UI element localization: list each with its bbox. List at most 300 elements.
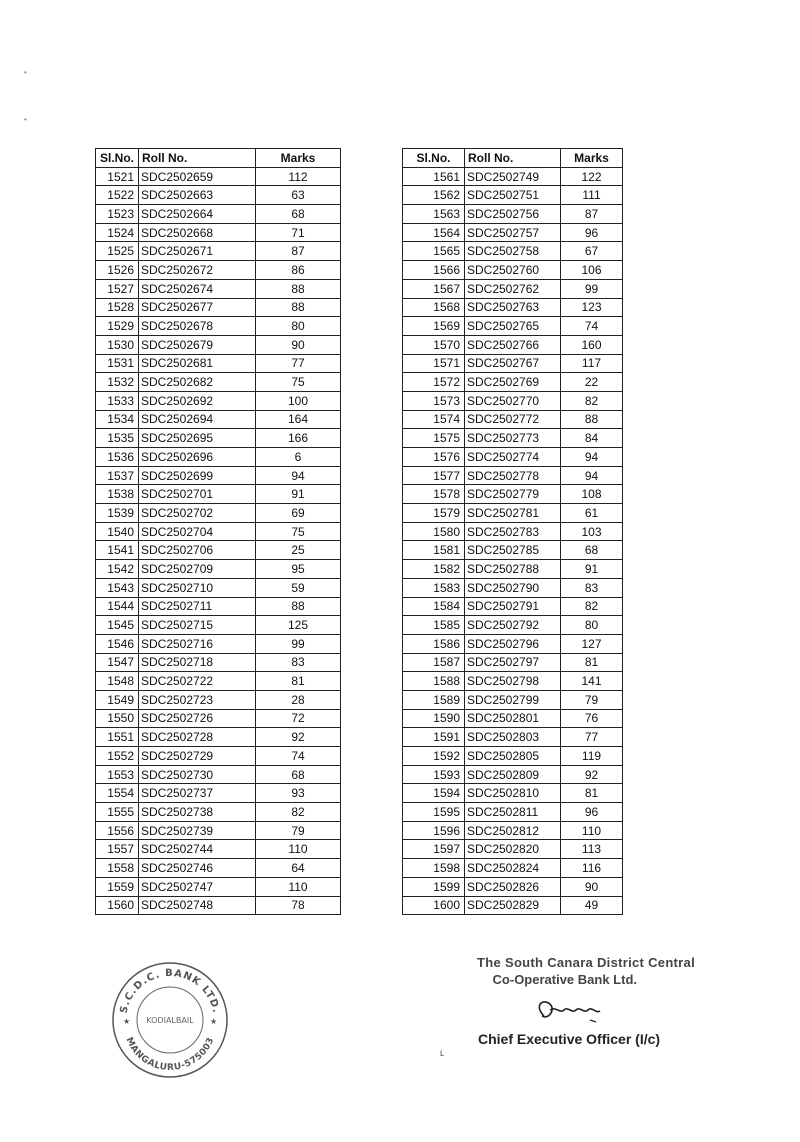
sl-no-cell: 1599 <box>403 877 465 896</box>
marks-cell: 96 <box>561 803 623 822</box>
header-marks: Marks <box>256 149 341 168</box>
table-row <box>96 578 341 597</box>
marks-cell: 127 <box>561 634 623 653</box>
table-row <box>96 747 341 766</box>
seal-bottom-text: MANGALURU-575003 <box>123 1035 217 1074</box>
marks-table-right <box>402 148 623 915</box>
roll-no-cell: SDC2502774 <box>465 448 561 467</box>
marks-cell: 88 <box>256 298 341 317</box>
table-row <box>96 317 341 336</box>
bank-name-line1: The South Canara District Central <box>477 955 695 970</box>
sl-no-cell: 1596 <box>403 821 465 840</box>
roll-no-cell: SDC2502671 <box>139 242 256 261</box>
marks-cell: 90 <box>256 335 341 354</box>
sl-no-cell: 1560 <box>96 896 139 915</box>
marks-cell: 106 <box>561 261 623 280</box>
sl-no-cell: 1585 <box>403 616 465 635</box>
table-row <box>403 223 623 242</box>
table-row <box>403 690 623 709</box>
marks-cell: 116 <box>561 859 623 878</box>
marks-cell: 110 <box>561 821 623 840</box>
marks-cell: 80 <box>256 317 341 336</box>
marks-cell: 90 <box>561 877 623 896</box>
table-row <box>403 803 623 822</box>
marks-cell: 59 <box>256 578 341 597</box>
roll-no-cell: SDC2502812 <box>465 821 561 840</box>
table-row <box>403 466 623 485</box>
table-header-row <box>96 149 341 168</box>
marks-cell: 82 <box>256 803 341 822</box>
marks-cell: 71 <box>256 223 341 242</box>
seal-center-text: KODIALBAIL <box>146 1016 194 1025</box>
table-row <box>96 298 341 317</box>
marks-cell: 68 <box>256 205 341 224</box>
sl-no-cell: 1526 <box>96 261 139 280</box>
table-row <box>96 429 341 448</box>
marks-cell: 123 <box>561 298 623 317</box>
sl-no-cell: 1537 <box>96 466 139 485</box>
table-row <box>96 859 341 878</box>
marks-cell: 113 <box>561 840 623 859</box>
roll-no-cell: SDC2502760 <box>465 261 561 280</box>
marks-cell: 74 <box>561 317 623 336</box>
table-row <box>96 803 341 822</box>
roll-no-cell: SDC2502829 <box>465 896 561 915</box>
table-row <box>403 448 623 467</box>
roll-no-cell: SDC2502746 <box>139 859 256 878</box>
sl-no-cell: 1577 <box>403 466 465 485</box>
marks-cell: 64 <box>256 859 341 878</box>
marks-cell: 22 <box>561 373 623 392</box>
table-row <box>403 485 623 504</box>
marks-cell: 78 <box>256 896 341 915</box>
sl-no-cell: 1581 <box>403 541 465 560</box>
sl-no-cell: 1586 <box>403 634 465 653</box>
marks-cell: 82 <box>561 597 623 616</box>
sl-no-cell: 1529 <box>96 317 139 336</box>
table-row <box>403 373 623 392</box>
roll-no-cell: SDC2502792 <box>465 616 561 635</box>
roll-no-cell: SDC2502726 <box>139 709 256 728</box>
sl-no-cell: 1531 <box>96 354 139 373</box>
table-row <box>96 410 341 429</box>
roll-no-cell: SDC2502763 <box>465 298 561 317</box>
roll-no-cell: SDC2502692 <box>139 391 256 410</box>
marks-cell: 93 <box>256 784 341 803</box>
table-row <box>403 279 623 298</box>
sl-no-cell: 1597 <box>403 840 465 859</box>
sl-no-cell: 1532 <box>96 373 139 392</box>
scan-dot: • <box>24 115 27 124</box>
roll-no-cell: SDC2502767 <box>465 354 561 373</box>
roll-no-cell: SDC2502799 <box>465 690 561 709</box>
sl-no-cell: 1591 <box>403 728 465 747</box>
bank-name-stamp <box>455 955 695 987</box>
table-row <box>96 448 341 467</box>
marks-cell: 95 <box>256 560 341 579</box>
table-row <box>403 653 623 672</box>
roll-no-cell: SDC2502677 <box>139 298 256 317</box>
marks-cell: 77 <box>256 354 341 373</box>
roll-no-cell: SDC2502785 <box>465 541 561 560</box>
table-row <box>96 186 341 205</box>
roll-no-cell: SDC2502695 <box>139 429 256 448</box>
roll-no-cell: SDC2502797 <box>465 653 561 672</box>
marks-cell: 94 <box>561 466 623 485</box>
marks-cell: 94 <box>256 466 341 485</box>
table-row <box>403 616 623 635</box>
roll-no-cell: SDC2502728 <box>139 728 256 747</box>
marks-cell: 99 <box>561 279 623 298</box>
roll-no-cell: SDC2502805 <box>465 747 561 766</box>
roll-no-cell: SDC2502710 <box>139 578 256 597</box>
table-row <box>403 205 623 224</box>
header-sl-no: Sl.No. <box>403 149 465 168</box>
sl-no-cell: 1574 <box>403 410 465 429</box>
roll-no-cell: SDC2502664 <box>139 205 256 224</box>
roll-no-cell: SDC2502781 <box>465 504 561 523</box>
marks-cell: 117 <box>561 354 623 373</box>
sl-no-cell: 1547 <box>96 653 139 672</box>
sl-no-cell: 1598 <box>403 859 465 878</box>
marks-cell: 103 <box>561 522 623 541</box>
sl-no-cell: 1576 <box>403 448 465 467</box>
roll-no-cell: SDC2502702 <box>139 504 256 523</box>
roll-no-cell: SDC2502756 <box>465 205 561 224</box>
roll-no-cell: SDC2502723 <box>139 690 256 709</box>
roll-no-cell: SDC2502678 <box>139 317 256 336</box>
sl-no-cell: 1553 <box>96 765 139 784</box>
sl-no-cell: 1592 <box>403 747 465 766</box>
sl-no-cell: 1594 <box>403 784 465 803</box>
roll-no-cell: SDC2502709 <box>139 560 256 579</box>
table-row <box>96 690 341 709</box>
sl-no-cell: 1571 <box>403 354 465 373</box>
table-row <box>96 765 341 784</box>
sl-no-cell: 1523 <box>96 205 139 224</box>
roll-no-cell: SDC2502679 <box>139 335 256 354</box>
table-row <box>96 672 341 691</box>
marks-cell: 82 <box>561 391 623 410</box>
sl-no-cell: 1568 <box>403 298 465 317</box>
roll-no-cell: SDC2502682 <box>139 373 256 392</box>
table-row <box>96 840 341 859</box>
table-row <box>403 859 623 878</box>
marks-cell: 91 <box>256 485 341 504</box>
marks-cell: 6 <box>256 448 341 467</box>
sl-no-cell: 1525 <box>96 242 139 261</box>
table-row <box>403 261 623 280</box>
roll-no-cell: SDC2502811 <box>465 803 561 822</box>
roll-no-cell: SDC2502790 <box>465 578 561 597</box>
roll-no-cell: SDC2502765 <box>465 317 561 336</box>
table-row <box>403 429 623 448</box>
roll-no-cell: SDC2502718 <box>139 653 256 672</box>
marks-cell: 99 <box>256 634 341 653</box>
roll-no-cell: SDC2502730 <box>139 765 256 784</box>
marks-cell: 88 <box>561 410 623 429</box>
tick-mark: ʟ <box>440 1048 445 1059</box>
roll-no-cell: SDC2502694 <box>139 410 256 429</box>
table-row <box>96 466 341 485</box>
roll-no-cell: SDC2502744 <box>139 840 256 859</box>
sl-no-cell: 1582 <box>403 560 465 579</box>
sl-no-cell: 1535 <box>96 429 139 448</box>
table-row <box>96 616 341 635</box>
roll-no-cell: SDC2502748 <box>139 896 256 915</box>
table-row <box>403 242 623 261</box>
seal-top-text: S.C.D.C. BANK LTD. <box>118 967 222 1015</box>
roll-no-cell: SDC2502798 <box>465 672 561 691</box>
table-row <box>96 634 341 653</box>
table-row <box>403 504 623 523</box>
sl-no-cell: 1575 <box>403 429 465 448</box>
table-row <box>403 840 623 859</box>
roll-no-cell: SDC2502701 <box>139 485 256 504</box>
roll-no-cell: SDC2502758 <box>465 242 561 261</box>
table-row <box>96 728 341 747</box>
sl-no-cell: 1584 <box>403 597 465 616</box>
marks-cell: 92 <box>561 765 623 784</box>
sl-no-cell: 1580 <box>403 522 465 541</box>
roll-no-cell: SDC2502751 <box>465 186 561 205</box>
sl-no-cell: 1563 <box>403 205 465 224</box>
sl-no-cell: 1536 <box>96 448 139 467</box>
table-row <box>96 354 341 373</box>
marks-cell: 81 <box>256 672 341 691</box>
marks-cell: 112 <box>256 167 341 186</box>
scan-dot: • <box>24 68 27 77</box>
table-row <box>403 821 623 840</box>
marks-cell: 25 <box>256 541 341 560</box>
sl-no-cell: 1528 <box>96 298 139 317</box>
marks-cell: 79 <box>256 821 341 840</box>
header-roll-no: Roll No. <box>139 149 256 168</box>
header-sl-no: Sl.No. <box>96 149 139 168</box>
sl-no-cell: 1522 <box>96 186 139 205</box>
marks-cell: 111 <box>561 186 623 205</box>
table-row <box>403 541 623 560</box>
table-header-row <box>403 149 623 168</box>
sl-no-cell: 1561 <box>403 167 465 186</box>
sl-no-cell: 1556 <box>96 821 139 840</box>
marks-cell: 119 <box>561 747 623 766</box>
roll-no-cell: SDC2502663 <box>139 186 256 205</box>
sl-no-cell: 1544 <box>96 597 139 616</box>
roll-no-cell: SDC2502824 <box>465 859 561 878</box>
roll-no-cell: SDC2502659 <box>139 167 256 186</box>
sl-no-cell: 1588 <box>403 672 465 691</box>
sl-no-cell: 1559 <box>96 877 139 896</box>
table-row <box>403 578 623 597</box>
roll-no-cell: SDC2502772 <box>465 410 561 429</box>
table-row <box>403 747 623 766</box>
table-row <box>96 597 341 616</box>
marks-cell: 83 <box>256 653 341 672</box>
marks-cell: 63 <box>256 186 341 205</box>
marks-cell: 81 <box>561 653 623 672</box>
marks-cell: 88 <box>256 597 341 616</box>
marks-cell: 69 <box>256 504 341 523</box>
roll-no-cell: SDC2502773 <box>465 429 561 448</box>
officer-signature <box>530 996 620 1026</box>
marks-cell: 84 <box>561 429 623 448</box>
sl-no-cell: 1541 <box>96 541 139 560</box>
roll-no-cell: SDC2502739 <box>139 821 256 840</box>
table-row <box>96 784 341 803</box>
sl-no-cell: 1545 <box>96 616 139 635</box>
table-row <box>403 186 623 205</box>
marks-cell: 164 <box>256 410 341 429</box>
table-row <box>403 167 623 186</box>
marks-cell: 87 <box>256 242 341 261</box>
marks-cell: 68 <box>256 765 341 784</box>
sl-no-cell: 1540 <box>96 522 139 541</box>
table-row <box>403 317 623 336</box>
table-row <box>403 765 623 784</box>
table-row <box>96 261 341 280</box>
marks-cell: 72 <box>256 709 341 728</box>
sl-no-cell: 1551 <box>96 728 139 747</box>
roll-no-cell: SDC2502769 <box>465 373 561 392</box>
roll-no-cell: SDC2502747 <box>139 877 256 896</box>
roll-no-cell: SDC2502803 <box>465 728 561 747</box>
sl-no-cell: 1538 <box>96 485 139 504</box>
roll-no-cell: SDC2502706 <box>139 541 256 560</box>
roll-no-cell: SDC2502801 <box>465 709 561 728</box>
sl-no-cell: 1542 <box>96 560 139 579</box>
sl-no-cell: 1555 <box>96 803 139 822</box>
table-row <box>96 709 341 728</box>
marks-cell: 68 <box>561 541 623 560</box>
roll-no-cell: SDC2502770 <box>465 391 561 410</box>
marks-cell: 110 <box>256 840 341 859</box>
roll-no-cell: SDC2502778 <box>465 466 561 485</box>
roll-no-cell: SDC2502716 <box>139 634 256 653</box>
marks-cell: 122 <box>561 167 623 186</box>
signatory-title: Chief Executive Officer (I/c) <box>478 1031 661 1047</box>
marks-cell: 61 <box>561 504 623 523</box>
roll-no-cell: SDC2502681 <box>139 354 256 373</box>
roll-no-cell: SDC2502757 <box>465 223 561 242</box>
marks-cell: 86 <box>256 261 341 280</box>
table-row <box>96 279 341 298</box>
table-row <box>403 335 623 354</box>
marks-cell: 77 <box>561 728 623 747</box>
marks-cell: 92 <box>256 728 341 747</box>
sl-no-cell: 1595 <box>403 803 465 822</box>
table-row <box>403 354 623 373</box>
sl-no-cell: 1593 <box>403 765 465 784</box>
marks-table-left <box>95 148 341 915</box>
sl-no-cell: 1567 <box>403 279 465 298</box>
sl-no-cell: 1534 <box>96 410 139 429</box>
table-row <box>96 522 341 541</box>
sl-no-cell: 1565 <box>403 242 465 261</box>
marks-cell: 28 <box>256 690 341 709</box>
table-row <box>96 560 341 579</box>
roll-no-cell: SDC2502696 <box>139 448 256 467</box>
table-row <box>403 522 623 541</box>
sl-no-cell: 1572 <box>403 373 465 392</box>
marks-cell: 87 <box>561 205 623 224</box>
bank-name-line2: Co-Operative Bank Ltd. <box>492 972 637 987</box>
sl-no-cell: 1530 <box>96 335 139 354</box>
sl-no-cell: 1533 <box>96 391 139 410</box>
roll-no-cell: SDC2502809 <box>465 765 561 784</box>
roll-no-cell: SDC2502738 <box>139 803 256 822</box>
sl-no-cell: 1524 <box>96 223 139 242</box>
roll-no-cell: SDC2502810 <box>465 784 561 803</box>
bank-seal-stamp <box>110 960 230 1080</box>
table-row <box>403 877 623 896</box>
marks-cell: 79 <box>561 690 623 709</box>
roll-no-cell: SDC2502674 <box>139 279 256 298</box>
table-row <box>96 242 341 261</box>
marks-cell: 74 <box>256 747 341 766</box>
roll-no-cell: SDC2502791 <box>465 597 561 616</box>
marks-cell: 110 <box>256 877 341 896</box>
marks-cell: 83 <box>561 578 623 597</box>
roll-no-cell: SDC2502783 <box>465 522 561 541</box>
sl-no-cell: 1554 <box>96 784 139 803</box>
table-row <box>96 504 341 523</box>
marks-cell: 75 <box>256 373 341 392</box>
seal-star-icon: ★ <box>123 1017 131 1026</box>
sl-no-cell: 1543 <box>96 578 139 597</box>
table-row <box>96 653 341 672</box>
roll-no-cell: SDC2502672 <box>139 261 256 280</box>
table-row <box>96 335 341 354</box>
sl-no-cell: 1564 <box>403 223 465 242</box>
table-row <box>96 541 341 560</box>
marks-cell: 75 <box>256 522 341 541</box>
roll-no-cell: SDC2502820 <box>465 840 561 859</box>
sl-no-cell: 1569 <box>403 317 465 336</box>
roll-no-cell: SDC2502826 <box>465 877 561 896</box>
marks-cell: 76 <box>561 709 623 728</box>
sl-no-cell: 1539 <box>96 504 139 523</box>
sl-no-cell: 1548 <box>96 672 139 691</box>
roll-no-cell: SDC2502704 <box>139 522 256 541</box>
sl-no-cell: 1562 <box>403 186 465 205</box>
roll-no-cell: SDC2502779 <box>465 485 561 504</box>
table-row <box>403 298 623 317</box>
sl-no-cell: 1566 <box>403 261 465 280</box>
table-row <box>96 896 341 915</box>
table-row <box>403 784 623 803</box>
marks-cell: 49 <box>561 896 623 915</box>
table-row <box>403 560 623 579</box>
sl-no-cell: 1589 <box>403 690 465 709</box>
sl-no-cell: 1550 <box>96 709 139 728</box>
roll-no-cell: SDC2502699 <box>139 466 256 485</box>
table-row <box>403 410 623 429</box>
sl-no-cell: 1583 <box>403 578 465 597</box>
sl-no-cell: 1549 <box>96 690 139 709</box>
roll-no-cell: SDC2502729 <box>139 747 256 766</box>
table-row <box>96 391 341 410</box>
header-roll-no: Roll No. <box>465 149 561 168</box>
marks-cell: 125 <box>256 616 341 635</box>
table-row <box>403 597 623 616</box>
seal-star-icon: ★ <box>210 1017 218 1026</box>
table-row <box>96 373 341 392</box>
roll-no-cell: SDC2502762 <box>465 279 561 298</box>
sl-no-cell: 1546 <box>96 634 139 653</box>
table-row <box>96 167 341 186</box>
marks-cell: 80 <box>561 616 623 635</box>
